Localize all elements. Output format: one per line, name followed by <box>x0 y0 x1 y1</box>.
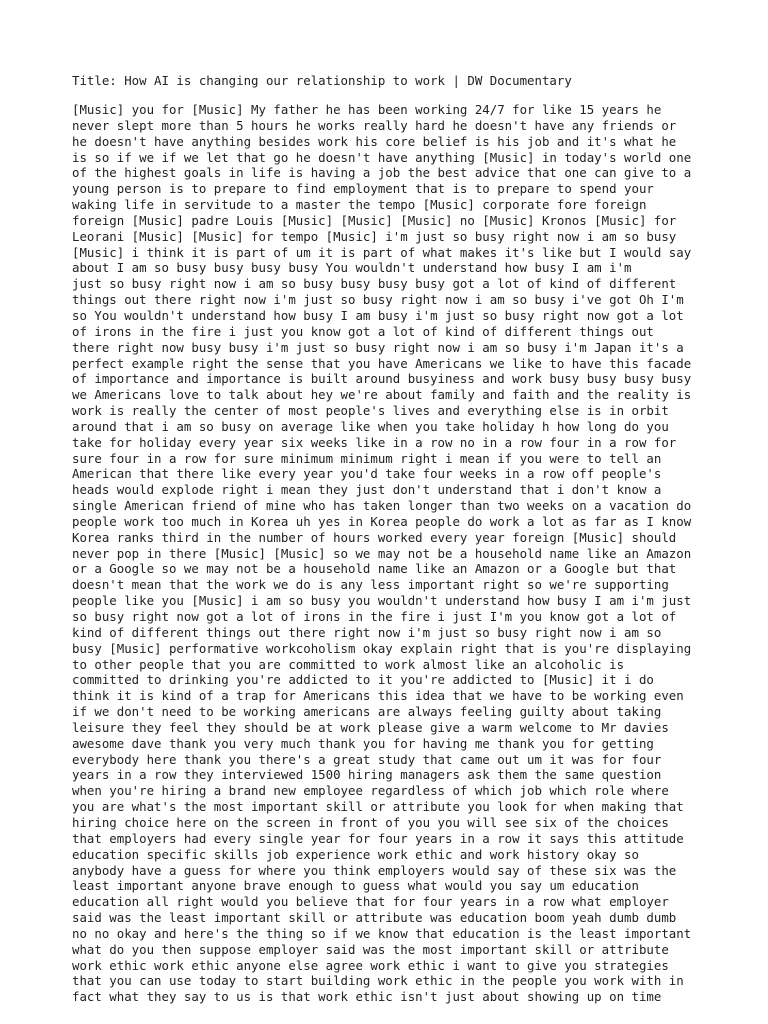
transcript-line: we Americans love to talk about hey we're about family and faith and the reality is <box>72 387 692 403</box>
transcript-line: hiring choice here on the screen in front of you you will see six of the choices <box>72 814 669 830</box>
transcript-line: what do you then suppose employer said was the most important skill or attribute <box>72 941 669 957</box>
transcript-line: you are what's the most important skill or attribute you look for when making that <box>72 799 684 815</box>
transcript-line: of the highest goals in life is having a job the best advice that one can give to a <box>72 165 692 181</box>
transcript-line: there right now busy busy i'm just so busy right now i am so busy i'm Japan it's a <box>72 339 684 355</box>
transcript-line: Korea ranks third in the number of hours worked every year foreign [Music] should <box>72 529 677 545</box>
transcript-line: [Music] you for [Music] My father he has been working 24/7 for like 15 years he <box>72 102 662 117</box>
transcript-line: so busy right now got a lot of irons in the fire i just I'm you know got a lot of <box>72 609 677 624</box>
transcript-line: waking life in servitude to a master the tempo [Music] corporate fore foreign <box>72 197 647 213</box>
transcript-line: heads would explode right i mean they just don't understand that i don't know a <box>72 482 662 498</box>
transcript-line: committed to drinking you're addicted to it you're addicted to [Music] it i do <box>72 672 654 688</box>
transcript-line: perfect example right the sense that you have Americans we like to have this facade <box>72 355 692 371</box>
transcript-line: foreign [Music] padre Louis [Music] [Music] [Music] no [Music] Kronos [Music] for <box>72 212 677 228</box>
transcript-line: kind of different things out there right now i'm just so busy right now i am so <box>72 624 662 640</box>
transcript-line: awesome dave thank you very much thank you for having me thank you for getting <box>72 735 654 751</box>
transcript-line: or a Google so we may not be a household name like an Amazon or a Google but that <box>72 561 677 577</box>
transcript-line: to other people that you are committed to work almost like an alcoholic is <box>72 656 625 672</box>
transcript-line: is so if we if we let that go he doesn't have anything [Music] in today's world one <box>72 149 692 165</box>
transcript-line: years in a row they interviewed 1500 hiring managers ask them the same question <box>72 767 662 783</box>
transcript-line: take for holiday every year six weeks like in a row no in a row four in a row for <box>72 434 677 450</box>
transcript-line: work ethic work ethic anyone else agree work ethic i want to give you strategies <box>72 957 669 973</box>
transcript-line: Leorani [Music] [Music] for tempo [Music] i'm just so busy right now i am so busy <box>72 228 677 244</box>
transcript-line: so You wouldn't understand how busy I am busy i'm just so busy right now got a lot <box>72 307 684 323</box>
transcript-line: that employers had every single year for four years in a row it says this attitude <box>72 830 684 846</box>
transcript-line: never pop in there [Music] [Music] so we may not be a household name like an Amazon <box>72 545 692 561</box>
transcript-line: things out there right now i'm just so busy right now i am so busy i've got Oh I'm <box>72 292 684 308</box>
transcript-line: people like you [Music] i am so busy you wouldn't understand how busy I am i'm just <box>72 593 692 609</box>
transcript-line: leisure they feel they should be at work please give a warm welcome to Mr davies <box>72 719 669 735</box>
transcript-line: about I am so busy busy busy busy You wouldn't understand how busy I am i'm <box>72 260 632 276</box>
transcript-line: sure four in a row for sure minimum minimum right i mean if you were to tell an <box>72 450 662 466</box>
transcript-line: single American friend of mine who has taken longer than two weeks on a vacation do <box>72 498 692 514</box>
transcript-line: least important anyone brave enough to guess what would you say um education <box>72 878 639 894</box>
transcript-line: education specific skills job experience work ethic and work history okay so <box>72 846 639 862</box>
transcript-line: said was the least important skill or attribute was education boom yeah dumb dumb <box>72 910 677 926</box>
transcript-line: when you're hiring a brand new employee regardless of which job which role where <box>72 783 669 799</box>
transcript-line: of irons in the fire i just you know got a lot of kind of different things out <box>72 323 654 339</box>
transcript-line: everybody here thank you there's a great study that came out um it was for four <box>72 751 662 767</box>
transcript-line: people work too much in Korea uh yes in Korea people do work a lot as far as I know <box>72 513 692 529</box>
document-title: Title: How AI is changing our relationship to work | DW Documentary <box>72 73 572 88</box>
transcript-line: busy [Music] performative workcoholism okay explain right that is you're displaying <box>72 640 692 656</box>
transcript-line: never slept more than 5 hours he works really hard he doesn't have any friends or <box>72 117 677 133</box>
transcript-line: think it is kind of a trap for Americans this idea that we have to be working even <box>72 688 684 704</box>
transcript-line: of importance and importance is built around busyiness and work busy busy busy busy <box>72 371 692 387</box>
transcript-line: if we don't need to be working americans are always feeling guilty about taking <box>72 704 662 720</box>
transcript-line: anybody have a guess for where you think employers would say of these six was the <box>72 862 677 878</box>
transcript-line: no no okay and here's the thing so if we know that education is the least important <box>72 925 692 941</box>
transcript-line: education all right would you believe that for four years in a row what employer <box>72 894 669 910</box>
transcript-body <box>72 102 712 1005</box>
transcript-line: just so busy right now i am so busy busy busy busy got a lot of kind of different <box>72 276 677 292</box>
transcript-line: fact what they say to us is that work ethic isn't just about showing up on time <box>72 989 662 1005</box>
transcript-line: work is really the center of most people's lives and everything else is in orbit <box>72 403 669 419</box>
transcript-line: around that i am so busy on average like when you take holiday h how long do you <box>72 418 669 434</box>
transcript-line: [Music] i think it is part of um it is part of what makes it's like but I would say <box>72 244 692 260</box>
transcript-line: that you can use today to start building work ethic in the people you work with in <box>72 973 684 989</box>
transcript-line: doesn't mean that the work we do is any less important right so we're supporting <box>72 577 669 593</box>
transcript-line: young person is to prepare to find employment that is to prepare to spend your <box>72 181 654 197</box>
transcript-line: American that there like every year you'd take four weeks in a row off people's <box>72 466 662 482</box>
transcript-line: he doesn't have anything besides work his core belief is his job and it's what he <box>72 133 677 149</box>
